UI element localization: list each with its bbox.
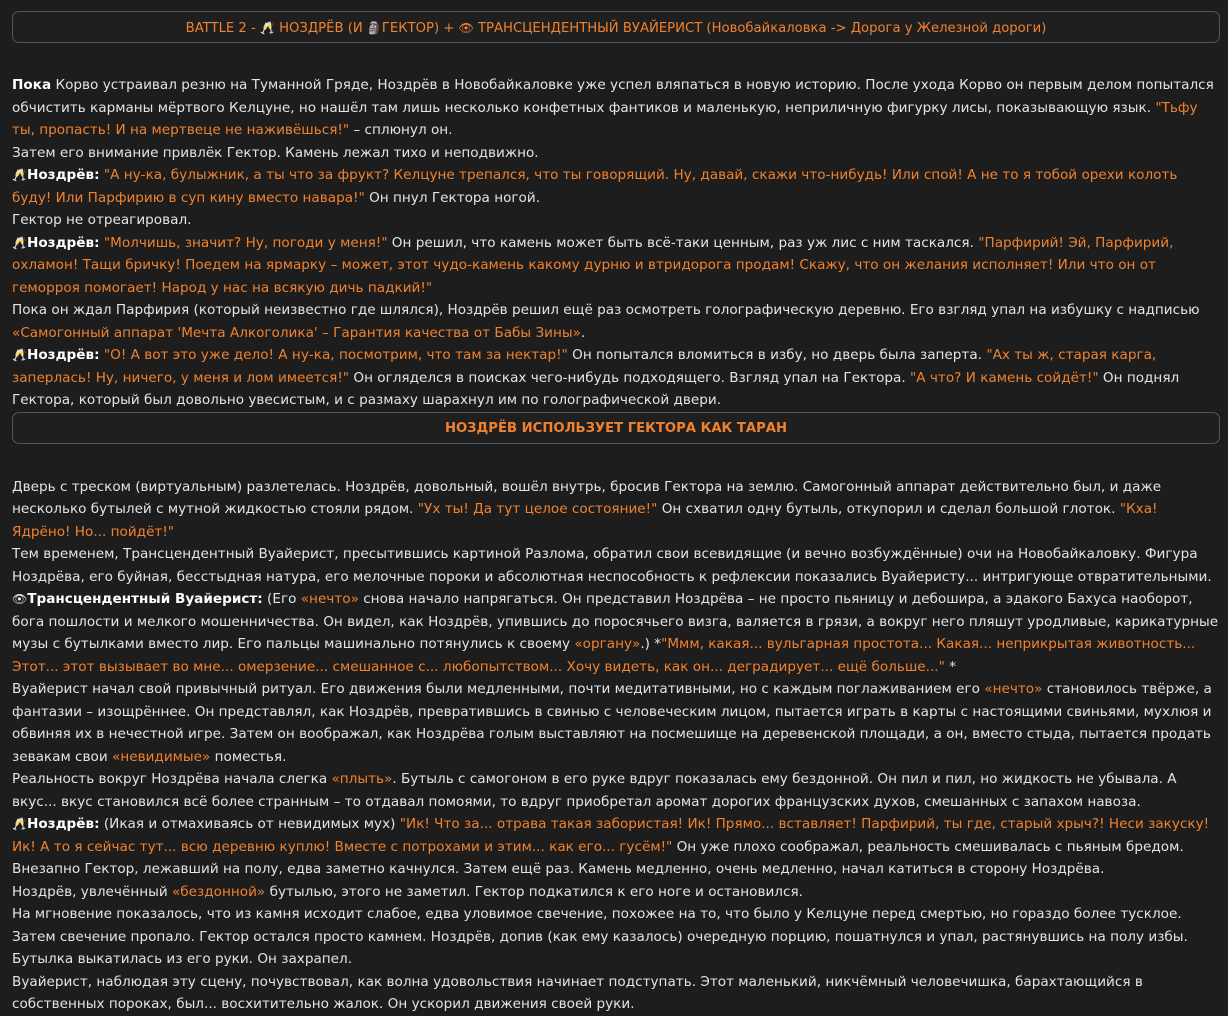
speaker-name: Ноздрёв: bbox=[26, 816, 100, 832]
speaker-name: Трансцендентный Вуайерист: bbox=[27, 591, 263, 607]
dialogue-line: 👁Трансцендентный Вуайерист: (Его «нечто» снова начало напрягаться. Он представил Ноздрёва – не просто пьяницу и дебошира, а эдакого Бахуса наоборот, бога пошлости и мелкого мошенничества. Он видел, как Ноздрёв, упившись до поросячьего визга, валяется в грязи, а вокруг него пляшут уродливые, карикатурные музы с бутылками вместо лир. Его пальцы машинально потянулись к своему «органу».) *"Ммм, какая... вульгарная простота... Какая... неприкрытая животность... Этот... этот вызывает во мне... омерзение... смешанное с... любопытством... Хочу видеть, как он... деградирует... ещё больше..." * bbox=[12, 591, 1219, 675]
speaker-name: Ноздрёв: bbox=[26, 347, 100, 363]
section-banner: НОЗДРЁВ ИСПОЛЬЗУЕТ ГЕКТОРА КАК ТАРАН bbox=[12, 412, 1220, 444]
champagne-icon: 🥂 bbox=[12, 817, 27, 831]
moai-icon: 🗿 bbox=[366, 21, 382, 35]
eye-icon: 👁 bbox=[458, 21, 474, 35]
battle-banner: BATTLE 2 - 🥂 НОЗДРЁВ (И 🗿ГЕКТОР) + 👁 ТРАНСЦЕНДЕНТНЫЙ ВУАЙЕРИСТ (Новобайкаловка -> Дорога у Железной дороги) bbox=[12, 11, 1220, 43]
speaker-name: Ноздрёв: bbox=[26, 167, 100, 183]
paragraph: Внезапно Гектор, лежавший на полу, едва заметно качнулся. Затем ещё раз. Камень медленно, очень медленно, начал катиться в сторону Ноздрёва. bbox=[12, 861, 1105, 877]
paragraph: Вуайерист начал свой привычный ритуал. Его движения были медленными, почти медитативными, но с каждым поглаживанием его «нечто» становилось твёрже, а фантазии – изощрённее. Он представлял, как Ноздрёв, превратившись в свинью с человеческим лицом, пытается играть в карты с настоящими свиньями, мухлюя и обвиняя их в нечестной игре. Затем он воображал, как Ноздрёва голым выставляют на посмешище на деревенской площади, а он, вместо стыда, пытается продать зевакам свои «невидимые» поместья. bbox=[12, 681, 1212, 765]
paragraph: Пока Корво устраивал резню на Туманной Гряде, Ноздрёв в Новобайкаловке уже успел вляпаться в новую историю. После ухода Корво он первым делом попытался обчистить карманы мёртвого Келцуне, но нашёл там лишь несколько конфетных фантиков и маленькую, неприличную фигурку лисы, показывающую язык. "Тьфу ты, пропасть! И на мертвеце не наживёшься!" – сплюнул он. bbox=[12, 77, 1214, 138]
paragraph: Вуайерист, наблюдая эту сцену, почувствовал, как волна удовольствия начинает подступать. Этот маленький, никчёмный человечишка, барахтающийся в собственных пороках, был... восхитительно жалок. Он ускорил движения своей руки. bbox=[12, 973, 1143, 1012]
champagne-icon: 🥂 bbox=[12, 235, 27, 250]
paragraph: Ноздрёв, увлечённый «бездонной» бутылью, этого не заметил. Гектор подкатился к его ноге и остановился. bbox=[12, 883, 803, 900]
champagne-icon: 🥂 bbox=[12, 348, 27, 362]
speaker-name: Ноздрёв: bbox=[26, 234, 100, 251]
paragraph: Затем его внимание привлёк Гектор. Камень лежал тихо и неподвижно. bbox=[12, 144, 539, 161]
paragraph: Дверь с треском (виртуальным) разлетелась. Ноздрёв, довольный, вошёл внутрь, бросив Гектора на землю. Самогонный аппарат действительно был, и даже несколько бутылей с мутной жидкостью стояли рядом. "Ух ты! Да тут целое состояние!" Он схватил одну бутыль, откупорил и сделал большой глоток. "Кха! Ядрёно! Но... пойдёт!" bbox=[12, 478, 1162, 540]
paragraph: Реальность вокруг Ноздрёва начала слегка «плыть». Бутыль с самогоном в его руке вдруг показалась ему бездонной. Он пил и пил, но жидкость не убывала. А вкус... вкус становился всё более странным – то отдавал помоями, то вдруг приобретал аромат дорогих французских духов, смешанных с запахом навоза. bbox=[12, 771, 1177, 810]
dialogue-line: 🥂Ноздрёв: "Молчишь, значит? Ну, погоди у меня!" Он решил, что камень может быть всё-таки ценным, раз уж лис с ним таскался. "Парфирий! Эй, Парфирий, охламон! Тащи бричку! Поедем на ярмарку – может, этот чудо-камень какому дурню и втридорога продам! Скажу, что он желания исполняет! Или что он от геморроя помогает! Народ у нас на всякую дичь падкий!" bbox=[12, 234, 1174, 296]
dialogue-line: 🥂Ноздрёв: "О! А вот это уже дело! А ну-ка, посмотрим, что там за нектар!" Он попытался вломиться в избу, но дверь была заперта. "Ах ты ж, старая карга, заперлась! Ну, ничего, у меня и лом имеется!" Он огляделся в поисках чего-нибудь подходящего. Взгляд упал на Гектора. "А что? И камень сойдёт!" Он поднял Гектора, который был довольно увесистым, и с размаху шарахнул им по голографической двери. bbox=[12, 347, 1180, 408]
paragraph: Гектор не отреагировал. bbox=[12, 212, 192, 228]
champagne-icon: 🥂 bbox=[12, 168, 27, 182]
paragraph: Затем свечение пропало. Гектор остался просто камнем. Ноздрёв, допив (как ему казалось) очередную порцию, пошатнулся и упал, растянувшись на полу избы. Бутылка выкатилась из его руки. Он захрапел. bbox=[12, 928, 1188, 967]
dialogue-line: 🥂Ноздрёв: (Икая и отмахиваясь от невидимых мух) "Ик! Что за... отрава такая забористая! Ик! Прямо... вставляет! Парфирий, ты где, старый хрыч?! Неси закуску! Ик! А то я сейчас тут... всю деревню куплю! Вместе с потрохами и этим... как его... гусём!" Он уже плохо соображал, реальность смешивалась с пьяным бредом. bbox=[12, 816, 1210, 855]
paragraph: На мгновение показалось, что из камня исходит слабое, едва уловимое свечение, похожее на то, что было у Келцуне перед смертью, но гораздо более тусклое. bbox=[12, 906, 1182, 922]
paragraph: Пока он ждал Парфирия (который неизвестно где шлялся), Ноздрёв решил ещё раз осмотреть голографическую деревню. Его взгляд упал на избушку с надписью «Самогонный аппарат 'Мечта Алкоголика' – Гарантия качества от Бабы Зины». bbox=[12, 302, 1200, 341]
champagne-icon: 🥂 bbox=[259, 21, 275, 35]
dialogue-line: 🥂Ноздрёв: "А ну-ка, булыжник, а ты что за фрукт? Келцуне трепался, что ты говорящий. Ну, давай, скажи что-нибудь! Или спой! А не то я тобой орехи колоть буду! Или Парфирию в суп кину вместо навара!" Он пнул Гектора ногой. bbox=[12, 167, 1178, 206]
paragraph: Тем временем, Трансцендентный Вуайерист, пресытившись картиной Разлома, обратил свои всевидящие (и вечно возбуждённые) очи на Новобайкаловку. Фигура Ноздрёва, его буйная, бесстыдная натура, его мелочные пороки и абсолютная неспособность к рефлексии показались Вуайеристу... интригующе отвратительными. bbox=[12, 546, 1212, 585]
eye-icon: 👁 bbox=[12, 592, 28, 606]
